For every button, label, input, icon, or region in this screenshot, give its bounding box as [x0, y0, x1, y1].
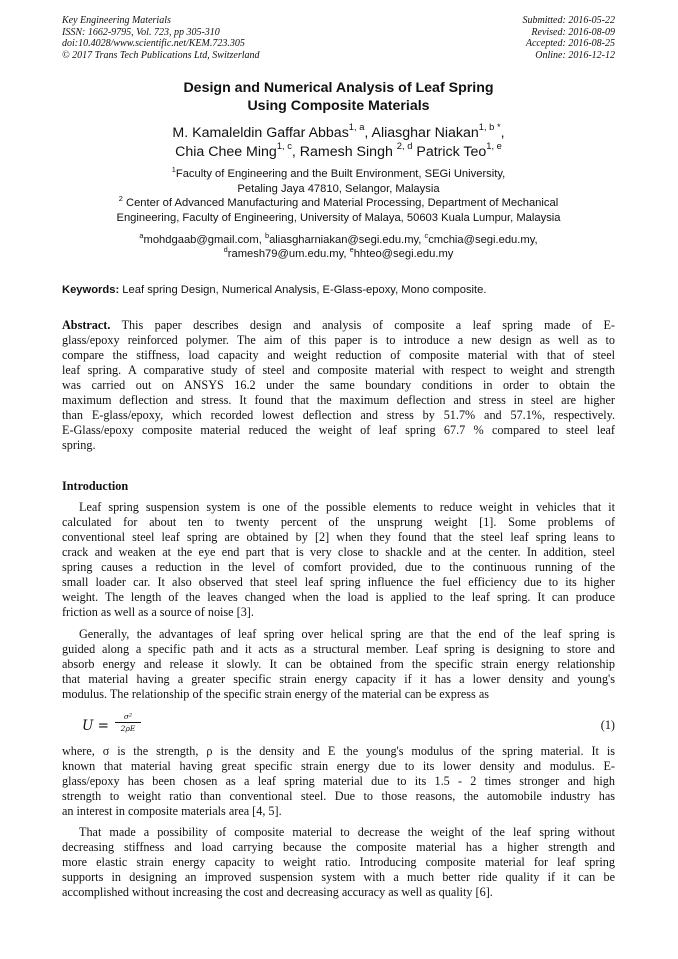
introduction-paragraph-2 [62, 627, 615, 702]
abstract-line: E-Glass/epoxy composite material reduced the weight of leaf spring 67.7 % compared to steel leaf [62, 423, 615, 437]
paragraph-line: an interest in composite materials area [4, 5]. [62, 804, 282, 818]
issn-line: ISSN: 1662-9795, Vol. 723, pp 305-310 [62, 26, 220, 38]
paragraph-line: small loader car. It also observed that steel leaf spring influence the fuel efficiency due to its higher [62, 575, 615, 589]
equation-fraction [115, 712, 141, 733]
introduction-paragraph-1 [62, 500, 615, 620]
affiliation-2-line-2: Engineering, Faculty of Engineering, University of Malaya, 50603 Kuala Lumpur, Malaysia [116, 211, 561, 224]
author-affil-mark: 1, c [276, 141, 292, 152]
abstract-line: leaf spring. A comparative study of steel and composite material with respect to weight and strength [62, 363, 615, 377]
equation-lhs: U = [82, 718, 109, 734]
fraction-bar [115, 722, 141, 723]
paragraph-line: conventional steel leaf spring are obtained by [2] when they found that the steel leaf spring leans to [62, 530, 615, 544]
author-line-1 [62, 124, 615, 143]
abstract-line: maximum deflection and stress. It found that the maximum deflection and stress in steel are higher [62, 393, 615, 407]
title-line-1: Design and Numerical Analysis of Leaf Spring [183, 80, 494, 96]
affiliation-2-line-1 [62, 193, 615, 211]
author-affil-mark: 1, a [348, 122, 365, 133]
author-name: Patrick Teo [412, 144, 487, 160]
section-heading-introduction: Introduction [62, 479, 129, 493]
abstract-text: This paper describes design and analysis of composite a leaf spring made of E- [110, 318, 615, 332]
paragraph-line: absorb energy and release it slowly. It can be obtained from the specific strain energy relationship [62, 657, 615, 671]
paragraph-line: that material having a greater specific strain energy capacity if it has a lower density and young's [62, 672, 615, 686]
email-mark: c [424, 230, 429, 240]
paragraph-line: crack and weaken at the eye end part that is very close to shackle and at the center. In addition, steel [62, 545, 615, 559]
paragraph-line: spring causes a reduction in the level of comfort provided, due to the continuous running of the [62, 560, 615, 574]
online-date: Online: 2016-12-12 [535, 49, 615, 61]
affiliation-text: Faculty of Engineering and the Built Environment, SEGi University, [175, 168, 506, 180]
paper-title [62, 79, 615, 115]
copyright-line: © 2017 Trans Tech Publications Ltd, Switzerland [62, 49, 260, 61]
equation-numerator: σ² [123, 712, 133, 721]
author-line-2 [62, 143, 615, 162]
journal-name: Key Engineering Materials [62, 15, 171, 26]
affiliation-1-line-2: Petaling Jaya 47810, Selangor, Malaysia [237, 182, 440, 195]
introduction-paragraph-4 [62, 825, 615, 900]
paragraph-line: decreasing stiffness and load carrying because the composite material has a higher strength and [62, 840, 615, 854]
author-name: , Aliasghar Niakan [364, 125, 479, 141]
abstract-line: than E-glass/epoxy, which recorded lowest deflection and stress by 51.7% and 57.1%, respectively. [62, 408, 615, 422]
paragraph-line: glass/epoxy has been chosen as a leaf spring material due to its 1.5 - 2 times stronger and high [62, 774, 615, 788]
affiliation-text: Center of Advanced Manufacturing and Material Processing, Department of Mechanical [122, 197, 559, 210]
abstract-line: spring. [62, 438, 96, 452]
affiliations [62, 164, 615, 225]
email-mark: d [223, 244, 228, 254]
abstract-line: was carried out on ANSYS 16.2 under the same boundary conditions in order to obtain the [62, 378, 615, 392]
accepted-date: Accepted: 2016-08-25 [525, 38, 615, 49]
title-line-2: Using Composite Materials [247, 98, 430, 114]
keywords [62, 283, 615, 297]
equation-number: (1) [600, 718, 615, 732]
affiliation-mark: 1 [171, 164, 176, 174]
abstract [62, 318, 615, 453]
keywords-text: Leaf spring Design, Numerical Analysis, E-Glass-epoxy, Mono composite. [119, 284, 487, 296]
author-affil-mark: 1, b * [478, 122, 501, 133]
email-link[interactable]: ramesh79@um.edu.my, [227, 248, 350, 260]
email-link[interactable]: mohdgaab@gmail.com, [143, 234, 265, 246]
email-mark: b [264, 230, 270, 240]
paragraph-line: more elastic strain energy capacity to weight ratio. Introducing composite material for leaf spring [62, 855, 615, 869]
paragraph-line: friction as well as a source of noise [3]. [62, 605, 254, 619]
email-link[interactable]: cmchia@segi.edu.my, [428, 234, 538, 246]
author-affil-mark: 2, d [396, 141, 413, 152]
email-link[interactable]: hhteo@segi.edu.my [353, 248, 454, 260]
email-link[interactable]: aliasgharniakan@segi.edu.my, [269, 234, 425, 246]
author-affil-mark: 1, e [486, 141, 502, 152]
paragraph-line: weight. The length of the leaves changed when the load is applied to the leaf spring. It can produce [62, 590, 615, 604]
author-separator: , [500, 125, 505, 141]
paragraph-line: modulus. The relationship of the specific strain energy of the material can be express as [62, 687, 489, 701]
paragraph-line: guided along a specific path and it acts as a structural member. Leaf spring is designing to store and [62, 642, 615, 656]
author-emails [62, 230, 615, 261]
abstract-line [62, 318, 615, 333]
author-name: , Ramesh Singh [291, 144, 397, 160]
paragraph-line: supports in designing an improved suspension system with a much better ride quality if it can be [62, 870, 615, 884]
email-mark: e [349, 244, 354, 254]
paragraph-line: where, σ is the strength, ρ is the density and E the young's modulus of the spring material. It is [62, 744, 615, 758]
doi-line: doi:10.4028/www.scientific.net/KEM.723.305 [62, 38, 245, 49]
email-mark: a [139, 230, 144, 240]
submitted-date: Submitted: 2016-05-22 [522, 15, 615, 26]
keywords-label: Keywords: [62, 284, 120, 296]
abstract-label: Abstract. [62, 318, 111, 332]
revised-date: Revised: 2016-08-09 [531, 26, 615, 38]
paragraph-line: known that material having great specific strain energy due to its lower density and modulus. E- [62, 759, 615, 773]
affiliation-1-line-1 [62, 164, 615, 182]
abstract-line: compare the stiffness, load capacity and weight reduction of composite material with that of steel [62, 348, 615, 362]
paragraph-line: Generally, the advantages of leaf spring over helical spring are that the end of the leaf spring is [79, 627, 615, 641]
paragraph-line: Leaf spring suspension system is one of the possible elements to reduce weight in vehicles that it [79, 500, 615, 514]
email-line-2 [62, 244, 615, 261]
introduction-paragraph-3 [62, 744, 615, 819]
author-name: Chia Chee Ming [175, 144, 277, 160]
author-list [62, 124, 615, 162]
paragraph-line: strength to weight ratio than conventional steel. Due to those reasons, the automobile industry has [62, 789, 615, 803]
paragraph-line: That made a possibility of composite material to decrease the weight of the leaf spring without [79, 825, 615, 839]
affiliation-mark: 2 [118, 193, 123, 203]
equation-denominator: 2ρE [120, 724, 136, 733]
abstract-line: glass/epoxy reinforced polymer. The aim of this paper is to introduce a new design as well as to [62, 333, 615, 347]
paragraph-line: accomplished without increasing the cost and decreasing accuracy as well as quality [6]. [62, 885, 493, 899]
email-line-1 [62, 230, 615, 247]
equation-1 [62, 709, 615, 739]
paragraph-line: calculated for about ten to twenty percent of the unsprung weight [1]. Some problems of [62, 515, 615, 529]
journal-info [62, 15, 260, 61]
submission-dates [523, 15, 616, 61]
author-name: M. Kamaleldin Gaffar Abbas [172, 125, 349, 141]
